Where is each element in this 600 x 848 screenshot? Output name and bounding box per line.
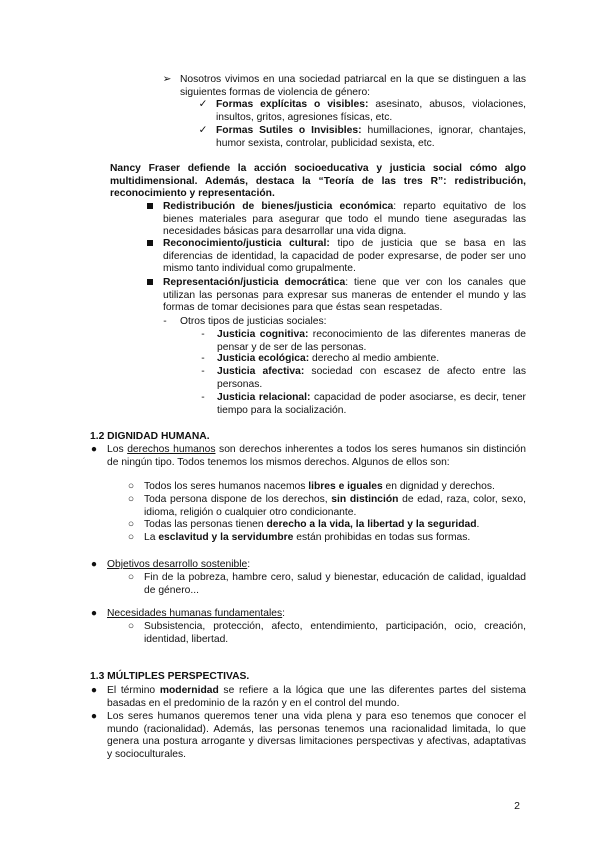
justice-relational: Justicia relacional: capacidad de poder asociarse, es decir, tener tiempo para la socialización. [217,392,526,416]
human-needs-label: Necesidades humanas fundamentales: [107,608,286,619]
right-life-liberty: Todas las personas tienen derecho a la vida, la libertad y la seguridad. [144,519,480,530]
arrow-bullet-icon: ➢ [162,74,172,85]
section-1-2-title: 1.2 DIGNIDAD HUMANA. [90,431,210,442]
round-bullet-icon: ● [90,559,98,570]
circle-bullet-icon: ○ [127,519,135,530]
right-no-distinction: Toda persona dispone de los derechos, sin distinción de edad, raza, color, sexo, idioma, religión o cualquier otro condicionante. [144,494,526,518]
square-bullet-icon [144,277,156,290]
modernity-paragraph: El término modernidad se refiere a la lógica que une las diferentes partes del sistema basadas en el predominio de la razón y en el control del mundo. [107,685,526,709]
human-needs-list: Subsistencia, protección, afecto, entendimiento, participación, ocio, creación, identidad, libertad. [144,621,526,645]
ods-label: Objetivos desarrollo sostenible: [107,559,251,570]
justice-affective: Justicia afectiva: sociedad con escasez de afecto entre las personas. [217,366,526,390]
round-bullet-icon: ● [90,711,98,722]
page-number: 2 [514,800,520,812]
dash-bullet-icon: - [201,329,205,340]
circle-bullet-icon: ○ [127,481,135,492]
violence-form-explicit: Formas explícitas o visibles: asesinato, abusos, violaciones, insultos, gritos, agresiones físicas, etc. [216,99,526,123]
fraser-heading: Nancy Fraser defiende la acción socioeducativa y justicia social cómo algo multidimensional. Además, destaca la “Teoría de las tres R”: redistribución, reconocimiento y representación. [110,163,526,200]
circle-bullet-icon: ○ [127,494,135,505]
violence-form-subtle: Formas Sutiles o Invisibles: humillaciones, ignorar, chantajes, humor sexista, controlar, publicidad sexista, etc. [216,125,526,149]
section-1-3-title: 1.3 MÚLTIPLES PERSPECTIVAS. [90,671,250,682]
circle-bullet-icon: ○ [127,572,135,583]
dash-bullet-icon: - [201,366,205,377]
square-bullet-icon [144,238,156,251]
square-bullet-icon [144,201,156,214]
right-free-equal: Todos los seres humanos nacemos libres e iguales en dignidad y derechos. [144,481,495,492]
rationality-paragraph: Los seres humanos queremos tener una vida plena y para eso tenemos que conocer el mundo (racionalidad). Además, las personas tenemos una racionalidad limitada, lo que genera una postura arrogante y diversas limitaciones perspectivas y afectivas, adaptativas y socioculturales. [107,711,526,760]
round-bullet-icon: ● [90,685,98,696]
dash-bullet-icon: - [201,353,205,364]
justice-ecological: Justicia ecológica: derecho al medio ambiente. [217,353,440,364]
justice-redistribution: Redistribución de bienes/justicia económica: reparto equitativo de los bienes materiales para asegurar que todo el mundo tiene aseguradas las necesidades básicas para desarrollar una vida digna. [163,201,527,238]
checkmark-icon: ✓ [198,99,208,110]
circle-bullet-icon: ○ [127,532,135,543]
circle-bullet-icon: ○ [127,621,135,632]
checkmark-icon: ✓ [198,125,208,136]
dash-bullet-icon: - [163,316,167,327]
human-rights-paragraph: Los derechos humanos son derechos inherentes a todos los seres humanos sin distinción de ningún tipo. Todos tenemos los mismos derechos. Algunos de ellos son: [107,444,526,468]
ods-list: Fin de la pobreza, hambre cero, salud y bienestar, educación de calidad, igualdad de género... [144,572,526,596]
dash-bullet-icon: - [201,392,205,403]
other-justices-label: Otros tipos de justicias sociales: [180,316,327,327]
round-bullet-icon: ● [90,444,98,455]
intro-paragraph: Nosotros vivimos en una sociedad patriarcal en la que se distinguen a las siguientes formas de violencia de género: [180,74,526,98]
justice-recognition: Reconocimiento/justicia cultural: tipo de justicia que se basa en las diferencias de identidad, la capacidad de poder expresarse, de poder ser uno mismo tanto individual como grupalmente. [163,238,527,275]
right-no-slavery: La esclavitud y la servidumbre están prohibidas en todas sus formas. [144,532,471,543]
justice-representation: Representación/justicia democrática: tiene que ver con los canales que utilizan las personas para expresar sus maneras de entender el mundo y las formas de tomar decisiones para que éstas sean respetadas. [163,277,526,314]
justice-cognitive: Justicia cognitiva: reconocimiento de las diferentes maneras de pensar y de ser de las personas. [217,329,526,353]
round-bullet-icon: ● [90,608,98,619]
